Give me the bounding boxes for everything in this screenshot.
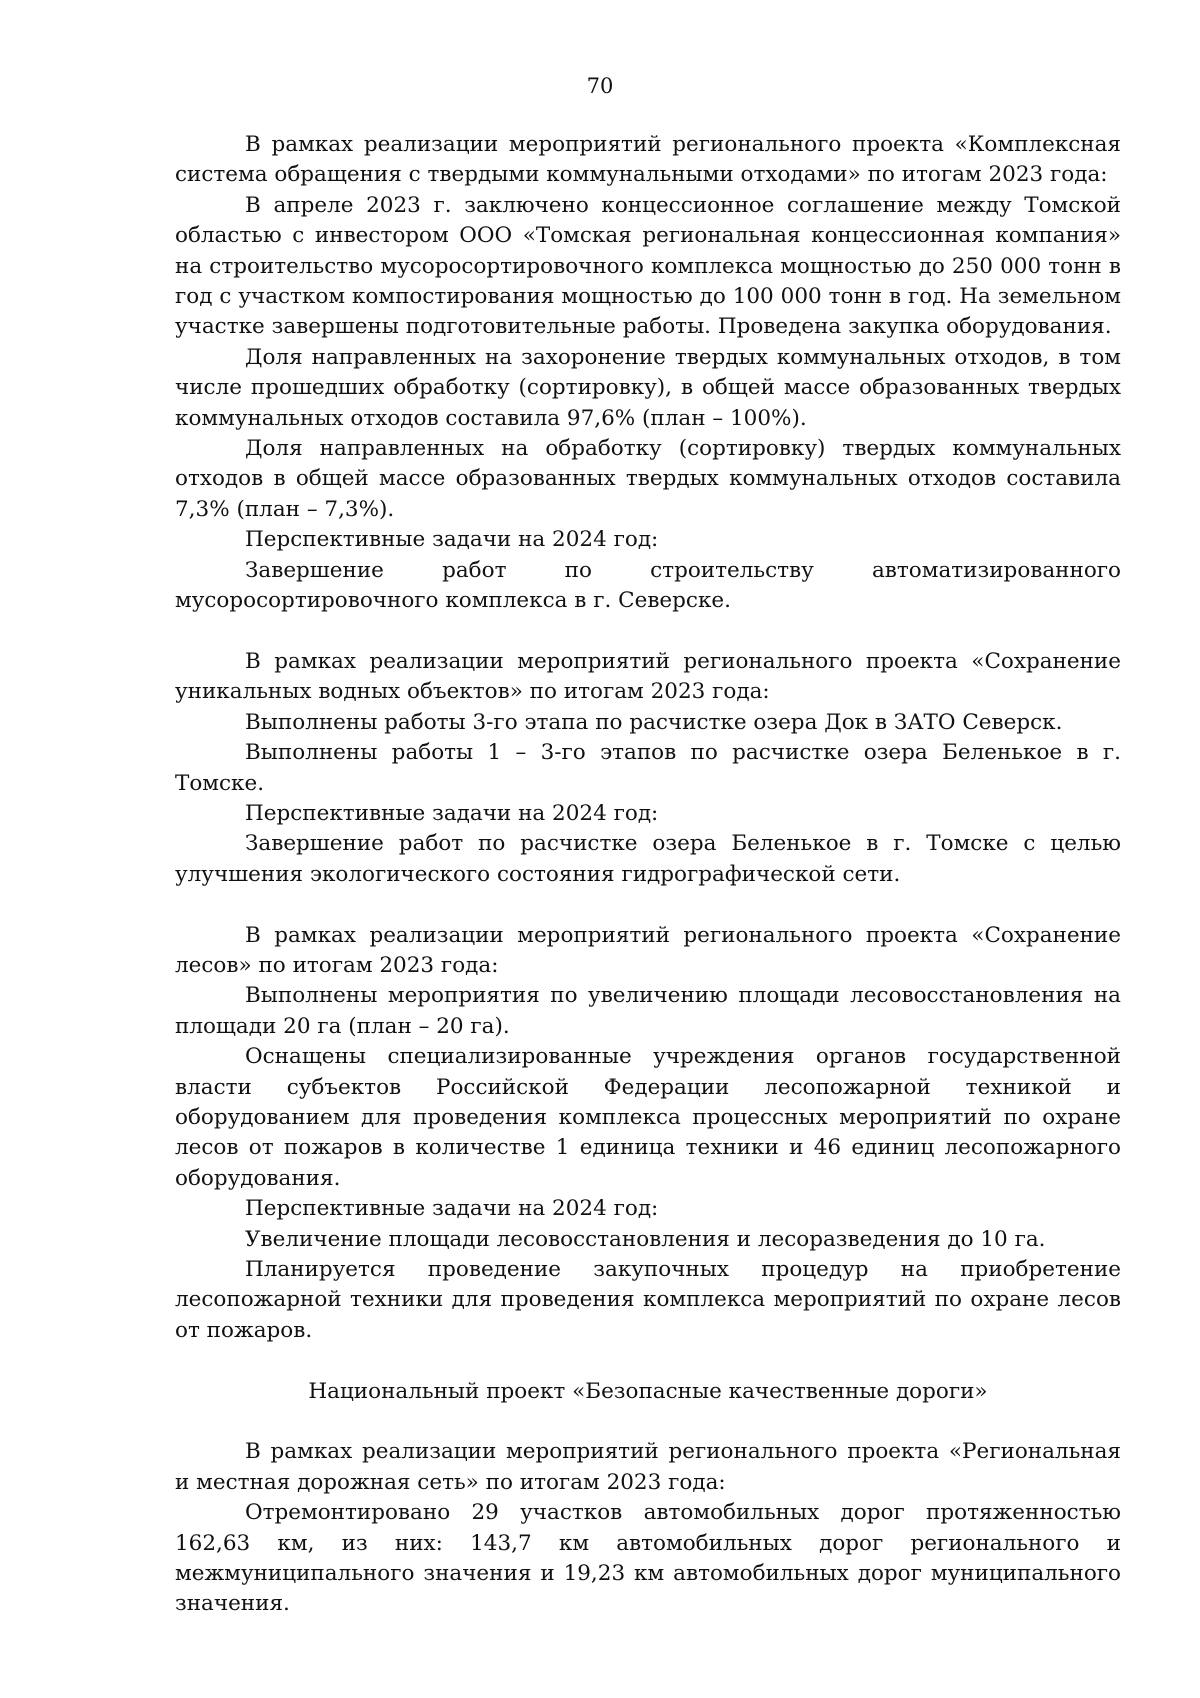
document-body bbox=[175, 130, 1121, 1620]
paragraph-waste-intro: В рамках реализации мероприятий регионального проекта «Комплексная система обращения с твердыми коммунальными отходами» по итогам 2023 года: bbox=[175, 132, 1121, 188]
paragraph-landfill-share: Доля направленных на захоронение твердых коммунальных отходов, в том числе прошедших обработку (сортировку), в общей массе образованных твердых коммунальных отходов составила 97,6% (план – 100%). bbox=[175, 344, 1121, 431]
paragraph-forest-task: Увеличение площади лесовосстановления и лесоразведения до 10 га. bbox=[245, 1226, 1046, 1252]
paragraph-forest-intro: В рамках реализации мероприятий регионального проекта «Сохранение лесов» по итогам 2023 года: bbox=[175, 922, 1121, 978]
paragraph-water-intro: В рамках реализации мероприятий регионального проекта «Сохранение уникальных водных объектов» по итогам 2023 года: bbox=[175, 648, 1121, 705]
paragraph-roads-repaired: Отремонтировано 29 участков автомобильных дорог протяженностью 162,63 км, из них: 143,7 км автомобильных дорог регионального и межмуниципального значения и 19,23 км автомобильных дорог муниципального значения. bbox=[175, 1500, 1121, 1617]
paragraph-water-task: Завершение работ по расчистке озера Беленькое в г. Томске с целью улучшения экологического состояния гидрографической сети. bbox=[175, 831, 1121, 887]
paragraph-tasks-heading: Перспективные задачи на 2024 год: bbox=[245, 800, 659, 826]
paragraph-processing-share: Доля направленных на обработку (сортировку) твердых коммунальных отходов в общей массе образованных твердых коммунальных отходов составила 7,3% (план – 7,3%). bbox=[175, 436, 1121, 522]
paragraph-roads-intro: В рамках реализации мероприятий регионального проекта «Региональная и местная дорожная сеть» по итогам 2023 года: bbox=[175, 1439, 1121, 1495]
paragraph-waste-task: Завершение работ по строительству автоматизированного мусоросортировочного комплекса в г. Северске. bbox=[175, 557, 1121, 614]
paragraph-reforestation: Выполнены мероприятия по увеличению площади лесовосстановления на площади 20 га (план – 20 га). bbox=[175, 983, 1121, 1039]
section-heading-roads: Национальный проект «Безопасные качественные дороги» bbox=[308, 1378, 988, 1404]
paragraph-tasks-heading: Перспективные задачи на 2024 год: bbox=[245, 1196, 659, 1222]
paragraph-lake-dok: Выполнены работы 3-го этапа по расчистке озера Док в ЗАТО Северск. bbox=[245, 709, 1063, 735]
paragraph-concession: В апреле 2023 г. заключено концессионное соглашение между Томской областью с инвестором ООО «Томская региональная концессионная компания» на строительство мусоросортировочного комплекса мощностью до 250 000 тонн в год с участком компостирования мощностью до 100 000 тонн в год. На земельном участке завершены подготовительные работы. Проведена закупка оборудования. bbox=[175, 192, 1121, 340]
page-number: 70 bbox=[586, 74, 614, 98]
paragraph-tasks-heading: Перспективные задачи на 2024 год: bbox=[245, 527, 659, 553]
paragraph-procurement: Планируется проведение закупочных процедур на приобретение лесопожарной техники для проведения комплекса мероприятий по охране лесов от пожаров. bbox=[175, 1257, 1121, 1343]
paragraph-fire-equipment: Оснащены специализированные учреждения органов государственной власти субъектов Российской Федерации лесопожарной техникой и оборудованием для проведения комплекса процессных мероприятий по охране лесов от пожаров в количестве 1 единица техники и 46 единиц лесопожарного оборудования. bbox=[175, 1044, 1121, 1191]
paragraph-lake-belenkoe: Выполнены работы 1 – 3-го этапов по расчистке озера Беленькое в г. Томске. bbox=[175, 740, 1121, 796]
